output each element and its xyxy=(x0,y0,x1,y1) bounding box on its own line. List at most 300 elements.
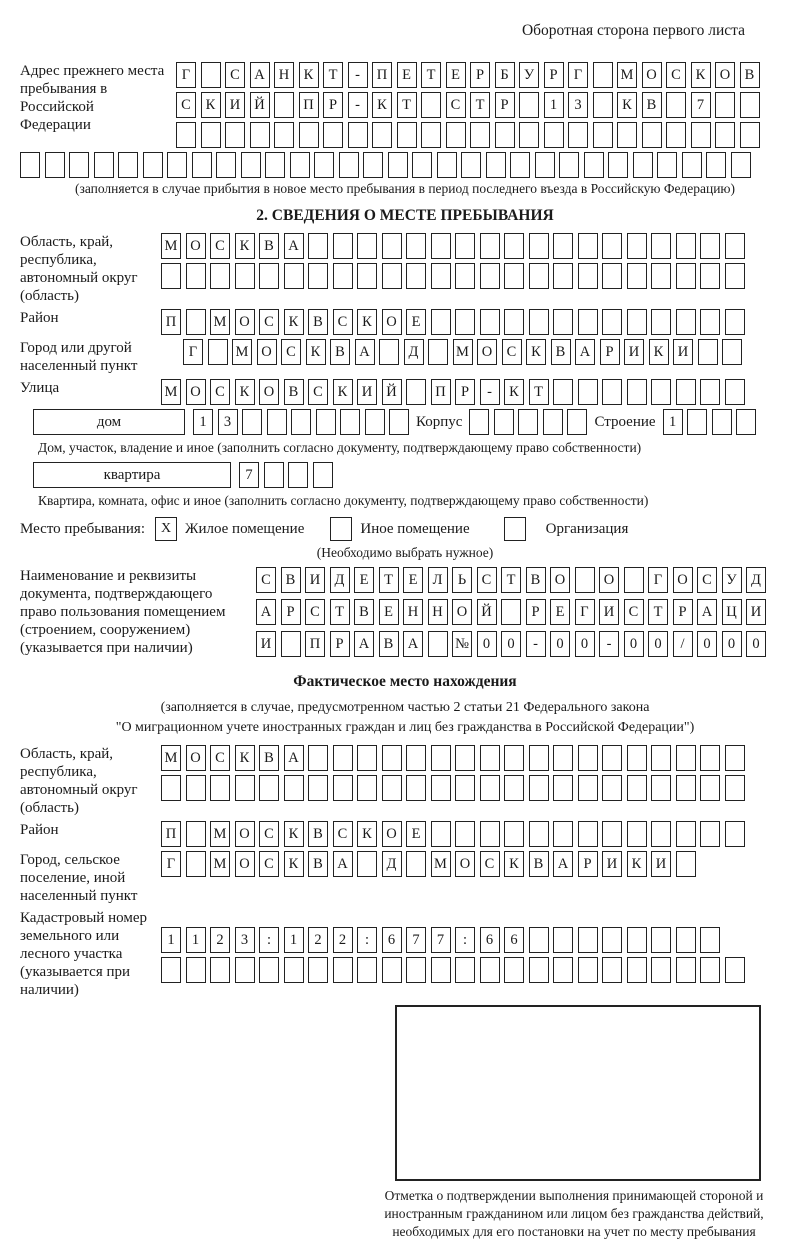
char-cell[interactable]: К xyxy=(306,339,326,365)
char-cell[interactable] xyxy=(676,927,696,953)
char-cell[interactable] xyxy=(651,263,671,289)
char-cell[interactable] xyxy=(192,152,212,178)
dom-field[interactable]: дом xyxy=(33,409,185,435)
char-cell[interactable]: Н xyxy=(403,599,423,625)
char-cell[interactable]: А xyxy=(697,599,717,625)
char-cell[interactable]: 1 xyxy=(663,409,683,435)
char-cell[interactable]: К xyxy=(357,821,377,847)
char-cell[interactable] xyxy=(428,631,448,657)
char-cell[interactable] xyxy=(687,409,707,435)
char-cell[interactable] xyxy=(504,745,524,771)
char-cell[interactable] xyxy=(553,233,573,259)
char-cell[interactable] xyxy=(365,409,385,435)
char-cell[interactable] xyxy=(651,233,671,259)
char-cell[interactable]: Й xyxy=(250,92,270,118)
char-cell[interactable] xyxy=(578,379,598,405)
char-cell[interactable]: А xyxy=(333,851,353,877)
char-cell[interactable] xyxy=(504,263,524,289)
char-cell[interactable]: К xyxy=(649,339,669,365)
char-cell[interactable] xyxy=(602,233,622,259)
char-cell[interactable] xyxy=(740,122,760,148)
char-cell[interactable]: Г xyxy=(568,62,588,88)
char-cell[interactable]: Е xyxy=(550,599,570,625)
char-cell[interactable]: И xyxy=(602,851,622,877)
char-cell[interactable]: / xyxy=(673,631,693,657)
inoe-checkbox[interactable] xyxy=(330,517,352,541)
char-cell[interactable] xyxy=(421,92,441,118)
char-cell[interactable] xyxy=(519,92,539,118)
char-cell[interactable] xyxy=(186,851,206,877)
char-cell[interactable] xyxy=(624,567,644,593)
char-cell[interactable]: К xyxy=(284,821,304,847)
char-cell[interactable] xyxy=(161,775,181,801)
char-cell[interactable] xyxy=(712,409,732,435)
char-cell[interactable] xyxy=(602,957,622,983)
char-cell[interactable] xyxy=(676,233,696,259)
char-cell[interactable] xyxy=(431,957,451,983)
char-cell[interactable]: К xyxy=(284,851,304,877)
char-cell[interactable] xyxy=(235,957,255,983)
char-cell[interactable]: М xyxy=(210,309,230,335)
char-cell[interactable]: № xyxy=(452,631,472,657)
char-cell[interactable] xyxy=(281,631,301,657)
char-cell[interactable]: С xyxy=(697,567,717,593)
char-cell[interactable] xyxy=(700,309,720,335)
char-cell[interactable] xyxy=(553,957,573,983)
char-cell[interactable]: О xyxy=(259,379,279,405)
char-cell[interactable] xyxy=(725,233,745,259)
char-cell[interactable] xyxy=(651,957,671,983)
char-cell[interactable] xyxy=(698,339,718,365)
char-cell[interactable] xyxy=(210,957,230,983)
char-cell[interactable]: С xyxy=(305,599,325,625)
char-cell[interactable] xyxy=(642,122,662,148)
char-cell[interactable] xyxy=(529,957,549,983)
char-cell[interactable] xyxy=(118,152,138,178)
char-cell[interactable] xyxy=(584,152,604,178)
char-cell[interactable]: С xyxy=(281,339,301,365)
char-cell[interactable] xyxy=(676,379,696,405)
char-cell[interactable] xyxy=(333,233,353,259)
char-cell[interactable]: 1 xyxy=(186,927,206,953)
char-cell[interactable] xyxy=(715,122,735,148)
char-cell[interactable] xyxy=(333,957,353,983)
char-cell[interactable]: С xyxy=(477,567,497,593)
kvartira-field[interactable]: квартира xyxy=(33,462,231,488)
char-cell[interactable] xyxy=(578,775,598,801)
char-cell[interactable] xyxy=(651,309,671,335)
char-cell[interactable] xyxy=(593,62,613,88)
char-cell[interactable] xyxy=(210,775,230,801)
char-cell[interactable] xyxy=(676,309,696,335)
char-cell[interactable] xyxy=(480,309,500,335)
char-cell[interactable]: П xyxy=(305,631,325,657)
char-cell[interactable] xyxy=(161,957,181,983)
char-cell[interactable]: Р xyxy=(330,631,350,657)
char-cell[interactable] xyxy=(143,152,163,178)
char-cell[interactable] xyxy=(225,122,245,148)
char-cell[interactable]: О xyxy=(257,339,277,365)
char-cell[interactable]: В xyxy=(529,851,549,877)
char-cell[interactable]: 1 xyxy=(193,409,213,435)
char-cell[interactable]: 2 xyxy=(333,927,353,953)
char-cell[interactable] xyxy=(382,745,402,771)
char-cell[interactable]: Д xyxy=(404,339,424,365)
char-cell[interactable]: 0 xyxy=(722,631,742,657)
char-cell[interactable]: И xyxy=(225,92,245,118)
char-cell[interactable]: Д xyxy=(330,567,350,593)
char-cell[interactable] xyxy=(480,263,500,289)
char-cell[interactable]: К xyxy=(235,745,255,771)
char-cell[interactable] xyxy=(20,152,40,178)
char-cell[interactable] xyxy=(553,379,573,405)
char-cell[interactable]: И xyxy=(599,599,619,625)
char-cell[interactable]: М xyxy=(431,851,451,877)
char-cell[interactable]: В xyxy=(642,92,662,118)
char-cell[interactable] xyxy=(316,409,336,435)
char-cell[interactable] xyxy=(274,122,294,148)
char-cell[interactable] xyxy=(333,745,353,771)
char-cell[interactable]: К xyxy=(504,851,524,877)
char-cell[interactable]: С xyxy=(308,379,328,405)
char-cell[interactable]: 1 xyxy=(284,927,304,953)
char-cell[interactable] xyxy=(186,775,206,801)
char-cell[interactable] xyxy=(455,263,475,289)
char-cell[interactable] xyxy=(676,957,696,983)
char-cell[interactable]: 0 xyxy=(575,631,595,657)
char-cell[interactable]: К xyxy=(617,92,637,118)
char-cell[interactable]: П xyxy=(299,92,319,118)
char-cell[interactable]: О xyxy=(715,62,735,88)
char-cell[interactable] xyxy=(406,263,426,289)
char-cell[interactable]: К xyxy=(284,309,304,335)
char-cell[interactable]: Е xyxy=(406,821,426,847)
char-cell[interactable] xyxy=(722,339,742,365)
char-cell[interactable]: М xyxy=(210,851,230,877)
char-cell[interactable] xyxy=(406,957,426,983)
char-cell[interactable]: У xyxy=(722,567,742,593)
char-cell[interactable] xyxy=(553,927,573,953)
char-cell[interactable]: И xyxy=(746,599,766,625)
char-cell[interactable] xyxy=(553,821,573,847)
char-cell[interactable]: А xyxy=(575,339,595,365)
char-cell[interactable]: 0 xyxy=(648,631,668,657)
char-cell[interactable] xyxy=(578,957,598,983)
char-cell[interactable] xyxy=(186,957,206,983)
char-cell[interactable] xyxy=(700,379,720,405)
char-cell[interactable] xyxy=(651,775,671,801)
char-cell[interactable]: Р xyxy=(673,599,693,625)
char-cell[interactable] xyxy=(314,152,334,178)
char-cell[interactable] xyxy=(431,821,451,847)
char-cell[interactable]: О xyxy=(235,821,255,847)
char-cell[interactable] xyxy=(700,821,720,847)
char-cell[interactable] xyxy=(700,957,720,983)
char-cell[interactable] xyxy=(627,775,647,801)
char-cell[interactable]: О xyxy=(235,851,255,877)
char-cell[interactable] xyxy=(736,409,756,435)
char-cell[interactable]: - xyxy=(599,631,619,657)
char-cell[interactable] xyxy=(651,927,671,953)
char-cell[interactable]: 7 xyxy=(431,927,451,953)
char-cell[interactable]: Й xyxy=(382,379,402,405)
char-cell[interactable] xyxy=(510,152,530,178)
char-cell[interactable] xyxy=(578,745,598,771)
char-cell[interactable]: А xyxy=(284,745,304,771)
char-cell[interactable] xyxy=(486,152,506,178)
char-cell[interactable]: У xyxy=(519,62,539,88)
char-cell[interactable]: В xyxy=(281,567,301,593)
char-cell[interactable] xyxy=(578,263,598,289)
char-cell[interactable]: С xyxy=(210,233,230,259)
char-cell[interactable] xyxy=(529,309,549,335)
char-cell[interactable]: С xyxy=(480,851,500,877)
char-cell[interactable]: В xyxy=(308,309,328,335)
char-cell[interactable] xyxy=(250,122,270,148)
char-cell[interactable]: В xyxy=(259,745,279,771)
char-cell[interactable]: К xyxy=(357,309,377,335)
char-cell[interactable]: К xyxy=(372,92,392,118)
char-cell[interactable]: А xyxy=(553,851,573,877)
char-cell[interactable]: Р xyxy=(323,92,343,118)
char-cell[interactable] xyxy=(504,775,524,801)
char-cell[interactable] xyxy=(406,233,426,259)
char-cell[interactable]: О xyxy=(382,309,402,335)
char-cell[interactable] xyxy=(210,263,230,289)
char-cell[interactable]: О xyxy=(235,309,255,335)
char-cell[interactable] xyxy=(379,339,399,365)
char-cell[interactable] xyxy=(725,263,745,289)
char-cell[interactable] xyxy=(431,775,451,801)
char-cell[interactable]: Г xyxy=(183,339,203,365)
organizatsiya-checkbox[interactable] xyxy=(504,517,526,541)
char-cell[interactable] xyxy=(372,122,392,148)
char-cell[interactable]: А xyxy=(284,233,304,259)
char-cell[interactable]: Л xyxy=(428,567,448,593)
char-cell[interactable] xyxy=(480,957,500,983)
char-cell[interactable] xyxy=(676,745,696,771)
char-cell[interactable] xyxy=(431,233,451,259)
char-cell[interactable]: И xyxy=(673,339,693,365)
char-cell[interactable]: Т xyxy=(323,62,343,88)
char-cell[interactable] xyxy=(725,745,745,771)
char-cell[interactable]: Н xyxy=(274,62,294,88)
char-cell[interactable]: Т xyxy=(330,599,350,625)
char-cell[interactable]: М xyxy=(210,821,230,847)
char-cell[interactable] xyxy=(446,122,466,148)
char-cell[interactable] xyxy=(575,567,595,593)
char-cell[interactable] xyxy=(651,745,671,771)
char-cell[interactable]: К xyxy=(627,851,647,877)
char-cell[interactable] xyxy=(567,409,587,435)
char-cell[interactable]: М xyxy=(453,339,473,365)
char-cell[interactable]: И xyxy=(624,339,644,365)
char-cell[interactable] xyxy=(412,152,432,178)
char-cell[interactable] xyxy=(431,745,451,771)
char-cell[interactable] xyxy=(700,233,720,259)
char-cell[interactable]: Ц xyxy=(722,599,742,625)
char-cell[interactable] xyxy=(45,152,65,178)
char-cell[interactable] xyxy=(480,821,500,847)
char-cell[interactable]: 2 xyxy=(308,927,328,953)
char-cell[interactable] xyxy=(518,409,538,435)
char-cell[interactable]: В xyxy=(308,821,328,847)
char-cell[interactable]: 1 xyxy=(544,92,564,118)
char-cell[interactable]: П xyxy=(161,821,181,847)
char-cell[interactable]: 1 xyxy=(161,927,181,953)
char-cell[interactable]: Е xyxy=(379,599,399,625)
char-cell[interactable] xyxy=(308,263,328,289)
char-cell[interactable] xyxy=(290,152,310,178)
char-cell[interactable] xyxy=(284,957,304,983)
char-cell[interactable] xyxy=(406,775,426,801)
char-cell[interactable]: 7 xyxy=(691,92,711,118)
char-cell[interactable] xyxy=(602,927,622,953)
char-cell[interactable] xyxy=(265,152,285,178)
stamp-box[interactable] xyxy=(395,1005,761,1181)
char-cell[interactable]: Р xyxy=(470,62,490,88)
char-cell[interactable] xyxy=(201,62,221,88)
char-cell[interactable] xyxy=(313,462,333,488)
char-cell[interactable] xyxy=(357,775,377,801)
zhiloe-checkbox[interactable]: X xyxy=(155,517,177,541)
char-cell[interactable]: Т xyxy=(397,92,417,118)
char-cell[interactable]: О xyxy=(477,339,497,365)
char-cell[interactable]: Е xyxy=(354,567,374,593)
char-cell[interactable]: Т xyxy=(529,379,549,405)
char-cell[interactable] xyxy=(406,379,426,405)
char-cell[interactable] xyxy=(308,957,328,983)
char-cell[interactable]: 3 xyxy=(568,92,588,118)
char-cell[interactable]: Р xyxy=(526,599,546,625)
char-cell[interactable] xyxy=(494,409,514,435)
char-cell[interactable] xyxy=(602,775,622,801)
char-cell[interactable] xyxy=(602,263,622,289)
char-cell[interactable] xyxy=(235,263,255,289)
char-cell[interactable] xyxy=(176,122,196,148)
char-cell[interactable] xyxy=(470,122,490,148)
char-cell[interactable] xyxy=(431,263,451,289)
char-cell[interactable]: П xyxy=(431,379,451,405)
char-cell[interactable]: - xyxy=(348,92,368,118)
char-cell[interactable]: - xyxy=(480,379,500,405)
char-cell[interactable] xyxy=(201,122,221,148)
char-cell[interactable] xyxy=(617,122,637,148)
char-cell[interactable]: Р xyxy=(544,62,564,88)
char-cell[interactable]: 0 xyxy=(697,631,717,657)
char-cell[interactable]: И xyxy=(357,379,377,405)
char-cell[interactable] xyxy=(455,233,475,259)
char-cell[interactable] xyxy=(651,379,671,405)
char-cell[interactable]: К xyxy=(235,233,255,259)
char-cell[interactable]: В xyxy=(354,599,374,625)
char-cell[interactable] xyxy=(700,775,720,801)
char-cell[interactable] xyxy=(529,233,549,259)
char-cell[interactable]: 2 xyxy=(210,927,230,953)
char-cell[interactable]: С xyxy=(210,379,230,405)
char-cell[interactable] xyxy=(382,233,402,259)
char-cell[interactable]: 6 xyxy=(480,927,500,953)
char-cell[interactable]: Б xyxy=(495,62,515,88)
char-cell[interactable] xyxy=(504,821,524,847)
char-cell[interactable] xyxy=(529,927,549,953)
char-cell[interactable]: И xyxy=(256,631,276,657)
char-cell[interactable] xyxy=(242,409,262,435)
char-cell[interactable] xyxy=(455,309,475,335)
char-cell[interactable]: М xyxy=(232,339,252,365)
char-cell[interactable]: С xyxy=(333,309,353,335)
char-cell[interactable] xyxy=(274,92,294,118)
char-cell[interactable] xyxy=(725,775,745,801)
char-cell[interactable]: О xyxy=(599,567,619,593)
char-cell[interactable] xyxy=(529,263,549,289)
char-cell[interactable] xyxy=(167,152,187,178)
char-cell[interactable] xyxy=(553,775,573,801)
char-cell[interactable] xyxy=(676,821,696,847)
char-cell[interactable] xyxy=(559,152,579,178)
char-cell[interactable] xyxy=(284,263,304,289)
char-cell[interactable] xyxy=(406,745,426,771)
char-cell[interactable]: Р xyxy=(495,92,515,118)
char-cell[interactable] xyxy=(602,745,622,771)
char-cell[interactable]: О xyxy=(186,233,206,259)
char-cell[interactable] xyxy=(627,927,647,953)
char-cell[interactable]: С xyxy=(259,851,279,877)
char-cell[interactable] xyxy=(602,821,622,847)
char-cell[interactable] xyxy=(657,152,677,178)
char-cell[interactable]: - xyxy=(348,62,368,88)
char-cell[interactable] xyxy=(357,745,377,771)
char-cell[interactable] xyxy=(627,309,647,335)
char-cell[interactable] xyxy=(666,122,686,148)
char-cell[interactable]: Р xyxy=(600,339,620,365)
char-cell[interactable] xyxy=(455,775,475,801)
char-cell[interactable] xyxy=(676,851,696,877)
char-cell[interactable]: С xyxy=(333,821,353,847)
char-cell[interactable] xyxy=(259,957,279,983)
char-cell[interactable] xyxy=(627,745,647,771)
char-cell[interactable] xyxy=(389,409,409,435)
char-cell[interactable]: К xyxy=(235,379,255,405)
char-cell[interactable] xyxy=(504,233,524,259)
char-cell[interactable] xyxy=(553,745,573,771)
char-cell[interactable]: Р xyxy=(455,379,475,405)
char-cell[interactable]: Т xyxy=(421,62,441,88)
char-cell[interactable]: 0 xyxy=(624,631,644,657)
char-cell[interactable] xyxy=(501,599,521,625)
char-cell[interactable]: В xyxy=(740,62,760,88)
char-cell[interactable] xyxy=(480,775,500,801)
char-cell[interactable]: А xyxy=(256,599,276,625)
char-cell[interactable] xyxy=(593,92,613,118)
char-cell[interactable]: В xyxy=(284,379,304,405)
char-cell[interactable]: С xyxy=(666,62,686,88)
char-cell[interactable] xyxy=(397,122,417,148)
char-cell[interactable] xyxy=(504,309,524,335)
char-cell[interactable]: Т xyxy=(470,92,490,118)
char-cell[interactable]: Р xyxy=(281,599,301,625)
char-cell[interactable] xyxy=(455,821,475,847)
char-cell[interactable]: 0 xyxy=(501,631,521,657)
char-cell[interactable] xyxy=(715,92,735,118)
char-cell[interactable] xyxy=(264,462,284,488)
char-cell[interactable]: Д xyxy=(746,567,766,593)
char-cell[interactable]: С xyxy=(624,599,644,625)
char-cell[interactable]: П xyxy=(161,309,181,335)
char-cell[interactable]: К xyxy=(691,62,711,88)
char-cell[interactable]: О xyxy=(550,567,570,593)
char-cell[interactable]: : xyxy=(357,927,377,953)
